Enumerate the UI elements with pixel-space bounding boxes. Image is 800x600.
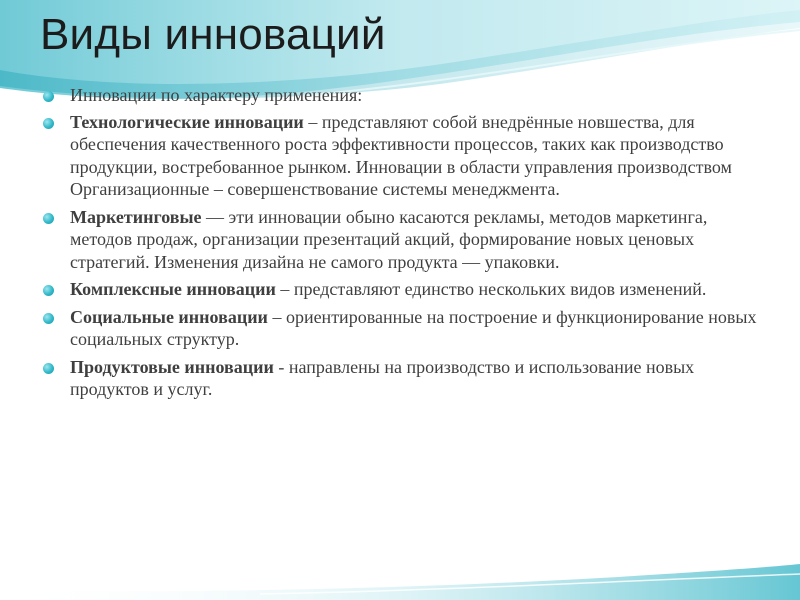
item-text: — эти инновации обыно касаются рекламы, методов маркетинга, методов продаж, организации презентаций акций, формирование новых ценовых стратегий. Изменения дизайна не самого продукта — упаковки. (70, 206, 708, 272)
item-term: Продуктовые инновации (70, 356, 274, 377)
list-item (42, 278, 762, 301)
item-text: – представляют собой внедрённые новшества, для обеспечения качественного роста эффективности процессов, таких как производство продукции, востребованное рынком. Инновации в области управления производством Организационные – совершенствование системы менеджмента. (70, 111, 732, 199)
item-text: - направлены на производство и использование новых продуктов и услуг. (70, 356, 695, 399)
item-text: – представляют единство нескольких видов изменений. (275, 279, 707, 299)
item-text: Инновации по характеру применения: (70, 85, 363, 105)
list-item (42, 356, 762, 401)
item-term: Социальные инновации (70, 306, 268, 327)
list-item (42, 111, 762, 201)
bullet-list (42, 84, 762, 406)
list-item (42, 84, 762, 107)
circle-bullet-icon (43, 313, 54, 324)
item-text: – ориентированные на построение и функционирование новых социальных структур. (70, 306, 757, 349)
item-term: Маркетинговые (70, 206, 202, 227)
circle-bullet-icon (43, 213, 54, 224)
slide-title: Виды инноваций (40, 10, 386, 59)
bottom-wave-decoration (0, 560, 800, 600)
item-term: Технологические инновации (70, 111, 304, 132)
list-item (42, 306, 762, 351)
circle-bullet-icon (43, 363, 54, 374)
circle-bullet-icon (43, 285, 54, 296)
list-item (42, 206, 762, 274)
circle-bullet-icon (43, 91, 54, 102)
circle-bullet-icon (43, 118, 54, 129)
item-term: Комплексные инновации (70, 279, 276, 299)
